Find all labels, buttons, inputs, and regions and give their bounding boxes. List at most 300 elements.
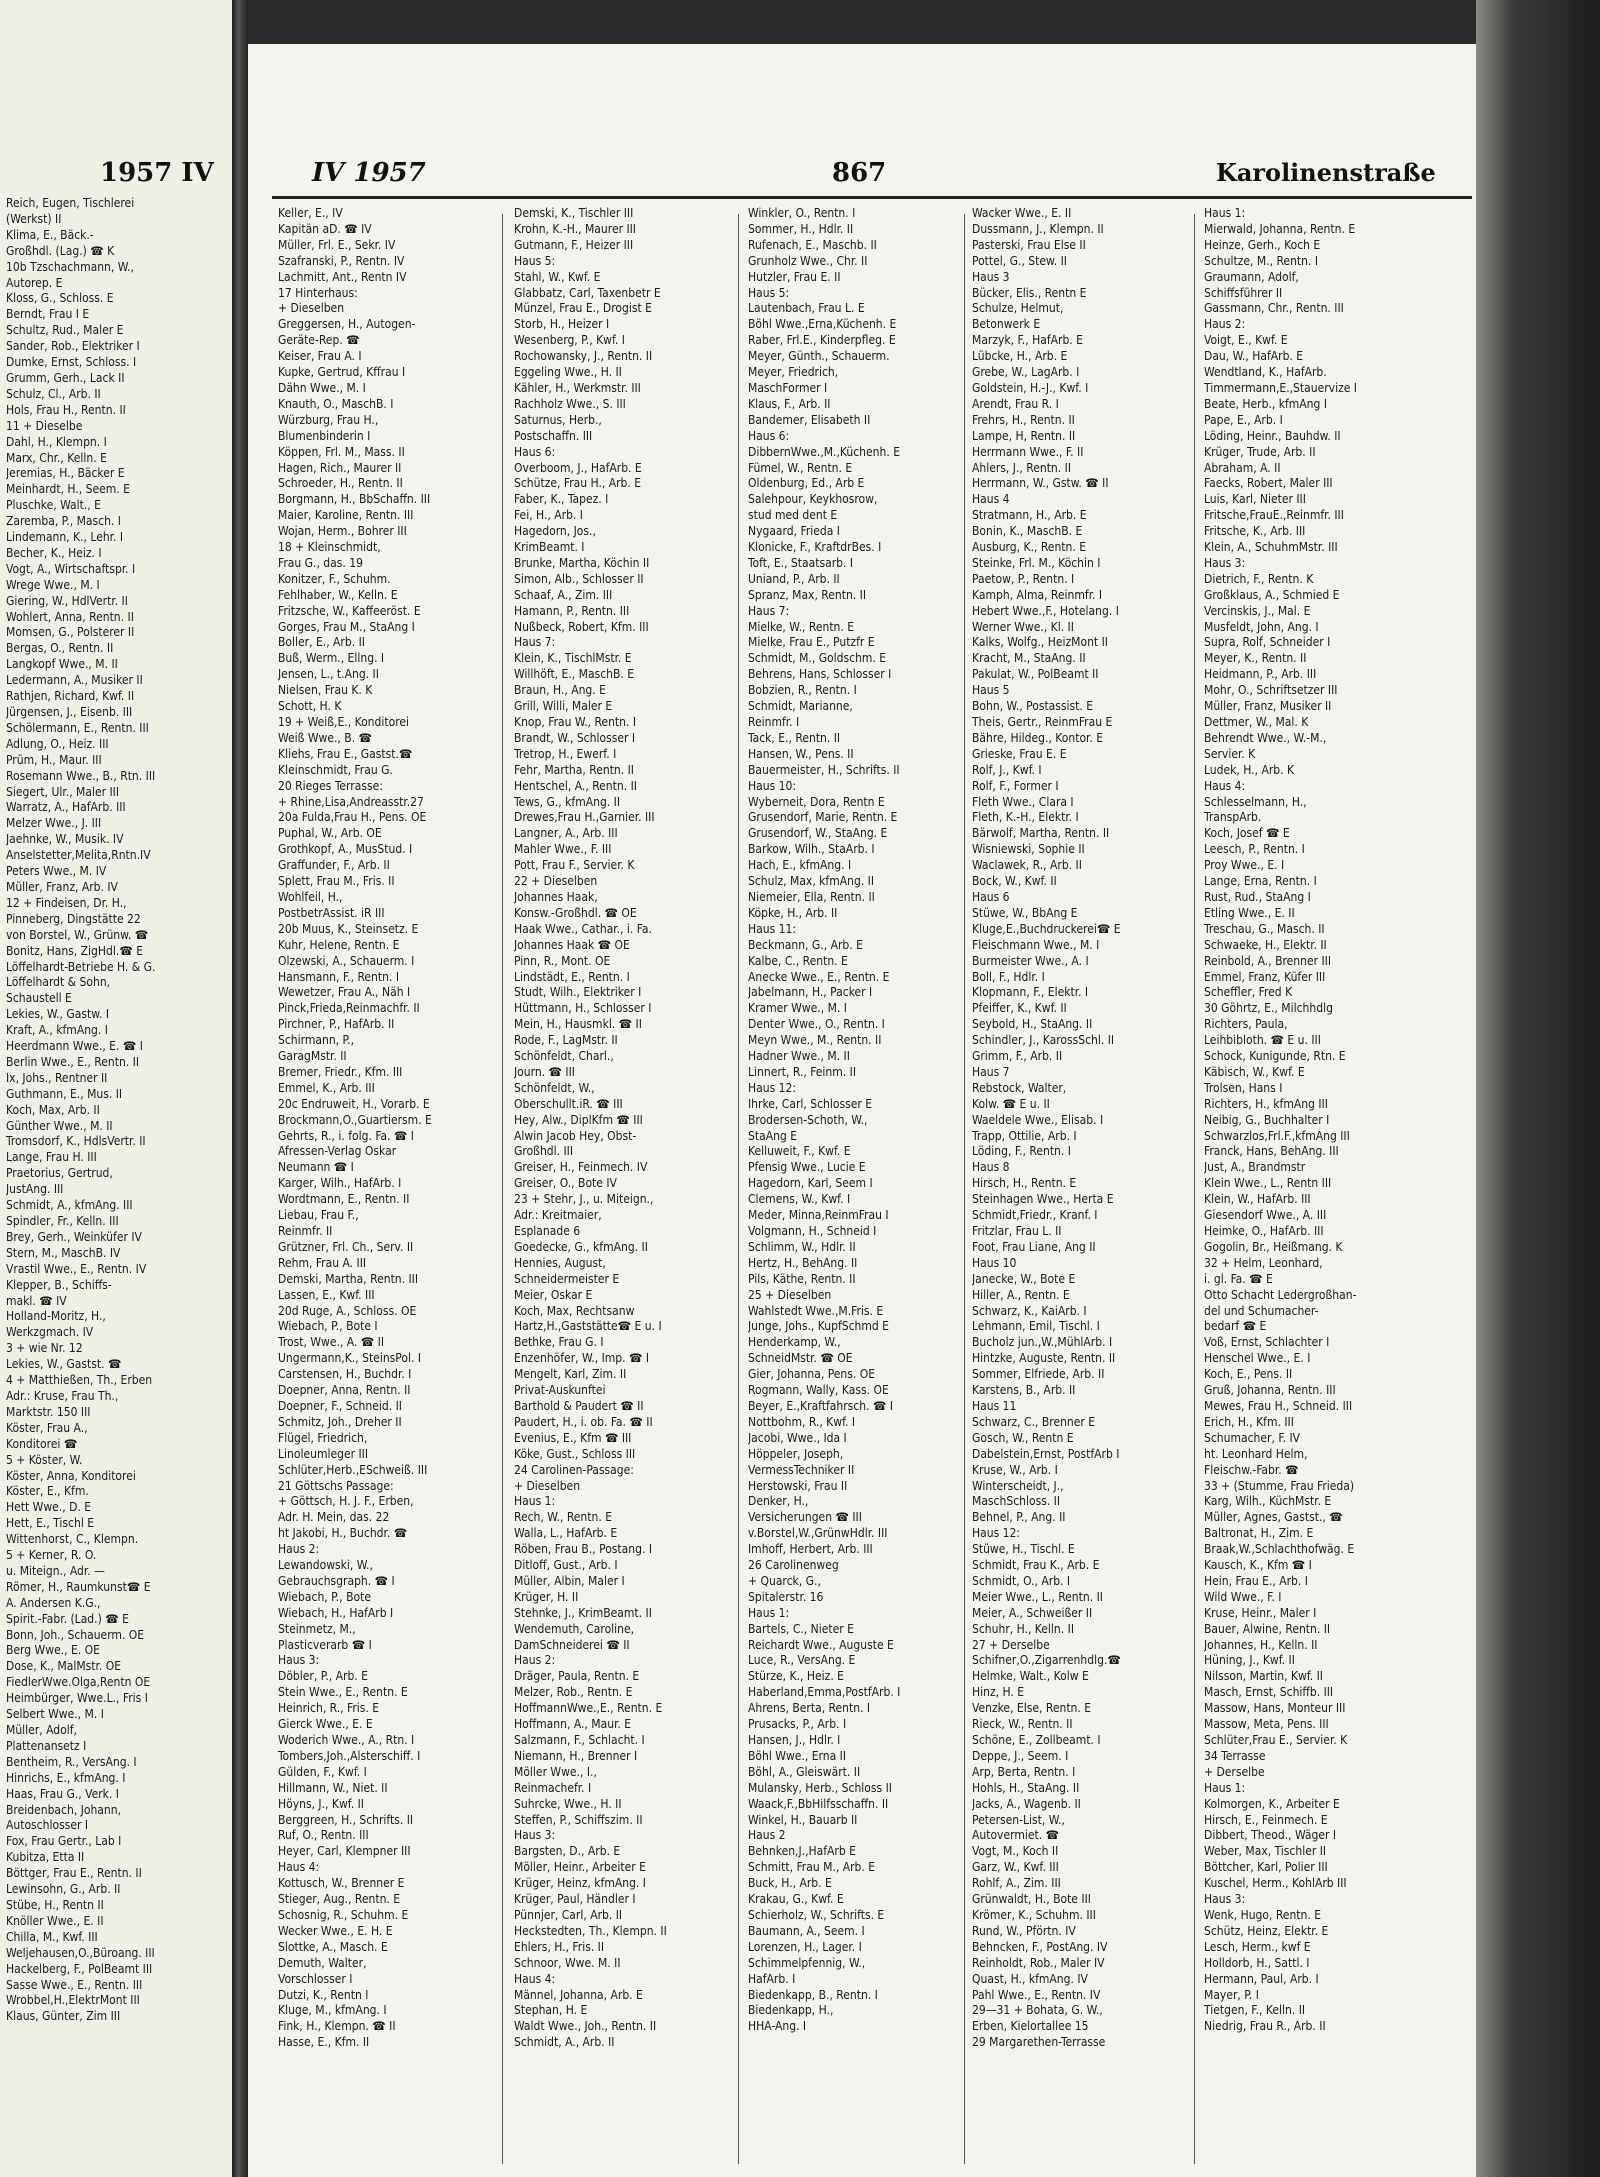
directory-entry: 33 + (Stumme, Frau Frieda)	[1204, 1478, 1355, 1493]
directory-entry: Demuth, Walter,	[278, 1955, 367, 1970]
directory-entry: Wenk, Hugo, Rentn. E	[1204, 1907, 1322, 1922]
directory-entry: Barkow, Wilh., StaArb. I	[748, 842, 875, 857]
directory-entry: Boll, F., Hdlr. I	[972, 969, 1045, 984]
directory-entry: Müller, Agnes, Gastst., ☎	[1204, 1510, 1343, 1525]
directory-entry: Römer, H., Raumkunst☎ E	[6, 1579, 151, 1594]
directory-entry: Karg, Wilh., KüchMstr. E	[1204, 1494, 1332, 1509]
directory-entry: Lampe, H, Rentn. II	[972, 428, 1076, 443]
directory-entry: Fritsche, K., Arb. III	[1204, 524, 1306, 539]
directory-entry: Frehrs, H., Rentn. II	[972, 412, 1075, 427]
directory-entry: Haus 5	[972, 683, 1010, 698]
directory-entry: Haus 5:	[514, 253, 556, 268]
directory-entry: Kupke, Gertrud, Kffrau I	[278, 365, 406, 380]
directory-entry: Ihrke, Carl, Schlosser E	[748, 1096, 873, 1111]
directory-entry: TranspArb.	[1204, 810, 1262, 825]
directory-entry: Raber, Frl.E., Kinderpfleg. E	[748, 333, 896, 348]
directory-entry: Schlimm, W., Hdlr. II	[748, 1239, 856, 1254]
directory-entry: FiedlerWwe.Olga,Rentn OE	[6, 1675, 151, 1690]
directory-entry: Kapitän aD. ☎ IV	[278, 221, 372, 236]
directory-entry: Beate, Herb., kfmAng I	[1204, 396, 1327, 411]
directory-entry: Meyer, Günth., Schauerm.	[748, 349, 890, 364]
directory-entry: Köke, Gust., Schloss III	[514, 1446, 636, 1461]
directory-entry: Arp, Berta, Rentn. I	[972, 1764, 1076, 1779]
directory-entry: Rohlf, A., Zim. III	[972, 1876, 1061, 1891]
directory-entry: Jacobi, Wwe., Ida I	[748, 1430, 847, 1445]
directory-entry: Heyer, Carl, Klempner III	[278, 1844, 411, 1859]
directory-entry: Rode, F., LagMstr. II	[514, 1033, 618, 1048]
directory-entry: Musfeldt, John, Ang. I	[1204, 619, 1319, 634]
directory-entry: Hutzler, Frau E. II	[748, 269, 841, 284]
directory-entry: Dettmer, W., Mal. K	[1204, 715, 1309, 729]
directory-entry: Theis, Gertr., ReinmFrau E	[972, 715, 1113, 729]
directory-entry: Postschaffn. III	[514, 428, 593, 443]
directory-entry: Rust, Rud., StaAng I	[1204, 889, 1311, 904]
directory-entry: MaschSchloss. II	[972, 1494, 1061, 1509]
directory-entry: Beckmann, G., Arb. E	[748, 937, 863, 952]
directory-entry: + Quarck, G.,	[748, 1573, 821, 1588]
directory-entry: Schwarz, K., KaiArb. I	[972, 1303, 1087, 1318]
directory-entry: Wacker Wwe., E. II	[972, 206, 1072, 220]
directory-entry: Linoleumleger III	[278, 1446, 369, 1461]
directory-entry: Schierholz, W., Schrifts. E	[748, 1907, 885, 1922]
directory-entry: Hillmann, W., Niet. II	[278, 1780, 388, 1795]
directory-entry: Olzewski, A., Schauerm. I	[278, 953, 415, 968]
directory-entry: Bobzien, R., Rentn. I	[748, 683, 857, 698]
directory-entry: Rech, W., Rentn. E	[514, 1510, 613, 1525]
directory-entry: Schock, Kunigunde, Rtn. E	[1204, 1049, 1346, 1064]
directory-entry: Schölermann, E., Rentn. III	[6, 720, 149, 735]
directory-entry: Schmidt, Frau K., Arb. E	[972, 1558, 1100, 1573]
directory-entry: Hols, Frau H., Rentn. II	[6, 402, 126, 417]
directory-entry: Heinrich, R., Fris. E	[278, 1701, 380, 1716]
directory-entry: Konsw.-Großhdl. ☎ OE	[514, 905, 637, 920]
directory-entry: Ehlers, H., Fris. II	[514, 1939, 605, 1954]
directory-entry: Johannes Haak,	[514, 889, 598, 904]
directory-entry: Willhöft, E., MaschB. E	[514, 667, 635, 682]
directory-entry: Löding, F., Rentn. I	[972, 1144, 1071, 1159]
directory-entry: Dose, K., MalMstr. OE	[6, 1659, 122, 1674]
directory-entry: Schulze, Helmut,	[972, 301, 1064, 316]
directory-entry: Schuhr, H., Kelln. II	[972, 1621, 1074, 1636]
directory-entry: Mahler Wwe., F. III	[514, 842, 612, 857]
directory-entry: Kraft, A., kfmAng. I	[6, 1023, 108, 1038]
directory-entry: 4 + Matthießen, Th., Erben	[6, 1373, 153, 1388]
directory-entry: 20d Ruge, A., Schloss. OE	[278, 1303, 417, 1318]
column-divider	[1194, 214, 1195, 2164]
directory-entry: Buck, H., Arb. E	[748, 1876, 832, 1891]
directory-entry: Pluschke, Walt., E	[6, 498, 101, 513]
directory-entry: Rieck, W., Rentn. II	[972, 1717, 1073, 1732]
directory-entry: Leihbibloth. ☎ E u. III	[1204, 1033, 1321, 1048]
directory-entry: Helmke, Walt., Kolw E	[972, 1669, 1089, 1684]
directory-entry: Volgmann, H., Schneid I	[748, 1224, 877, 1238]
directory-entry: Johannes, H., Kelln. II	[1204, 1637, 1318, 1652]
directory-entry: Klaus, Günter, Zim III	[6, 2009, 121, 2024]
directory-entry: Reichardt Wwe., Auguste E	[748, 1637, 894, 1652]
directory-entry: Haus 10:	[748, 778, 797, 793]
directory-entry: Fleth, K.-H., Elektr. I	[972, 810, 1079, 825]
directory-entry: 11 + Dieselbe	[6, 418, 83, 433]
directory-entry: Schmitz, Joh., Dreher II	[278, 1414, 402, 1429]
directory-entry: Heckstedten, Th., Klempn. II	[514, 1923, 667, 1938]
directory-entry: von Borstel, W., Grünw. ☎	[6, 927, 149, 942]
directory-entry: Vrastil Wwe., E., Rentn. IV	[6, 1261, 147, 1276]
directory-entry: Kluge,E.,Buchdruckerei☎ E	[972, 921, 1121, 936]
directory-entry: Weljehausen,O.,Büroang. III	[6, 1945, 155, 1960]
directory-entry: Kamph, Alma, Reinmfr. I	[972, 587, 1103, 602]
directory-entry: Niedrig, Frau R., Arb. II	[1204, 2019, 1326, 2034]
directory-entry: Haus 3:	[278, 1653, 320, 1668]
directory-entry: Fümel, W., Rentn. E	[748, 460, 853, 475]
directory-entry: Plattenansetz I	[6, 1738, 87, 1753]
directory-entry: Böhl, A., Gleiswärt. II	[748, 1764, 861, 1779]
directory-entry: Lesch, Herm., kwf E	[1204, 1939, 1311, 1954]
directory-entry: Marx, Chr., Kelln. E	[6, 450, 107, 465]
directory-entry: Meyer, K., Rentn. II	[1204, 651, 1307, 666]
directory-entry: Schönfeldt, W.,	[514, 1080, 595, 1095]
column-divider	[738, 214, 739, 2164]
directory-entry: Proy Wwe., E. I	[1204, 858, 1285, 873]
directory-entry: 20b Muus, K., Steinsetz. E	[278, 921, 419, 936]
directory-entry: Alwin Jacob Hey, Obst-	[514, 1128, 637, 1143]
directory-column-4	[972, 206, 1184, 2051]
directory-entry: Paetow, P., Rentn. I	[972, 571, 1075, 586]
directory-entry: Lehmann, Emil, Tischl. I	[972, 1319, 1100, 1334]
directory-entry: Tietgen, F., Kelln. II	[1204, 2003, 1306, 2018]
directory-entry: Haus 8	[972, 1160, 1010, 1175]
directory-entry: Garz, W., Kwf. III	[972, 1860, 1059, 1875]
directory-entry: Ahrens, Berta, Rentn. I	[748, 1701, 871, 1716]
directory-entry: Hey, Alw., DiplKfm ☎ III	[514, 1112, 643, 1127]
directory-entry: 34 Terrasse	[1204, 1748, 1266, 1763]
directory-entry: Erich, H., Kfm. III	[1204, 1414, 1294, 1429]
directory-entry: Haus 7:	[748, 603, 790, 618]
directory-entry: Baltronat, H., Zim. E	[1204, 1526, 1314, 1541]
directory-entry: Behrens, Hans, Schlosser I	[748, 667, 892, 682]
directory-entry: A. Andersen K.G.,	[6, 1595, 101, 1610]
directory-entry: Seybold, H., StaAng. II	[972, 1017, 1093, 1032]
directory-entry: JustAng. III	[6, 1182, 64, 1197]
directory-entry: Carstensen, H., Buchdr. I	[278, 1367, 412, 1382]
directory-entry: Schnoor, Wwe. M. II	[514, 1955, 621, 1970]
directory-column-2	[514, 206, 726, 2051]
directory-entry: Wild Wwe., F. I	[1204, 1589, 1282, 1604]
directory-entry: Becher, K., Heiz. I	[6, 545, 102, 560]
directory-entry: Behncken, F., PostAng. IV	[972, 1939, 1108, 1954]
directory-entry: Knop, Frau W., Rentn. I	[514, 715, 637, 729]
directory-entry: Haus 4:	[514, 1971, 556, 1986]
directory-entry: Dutzi, K., Rentn I	[278, 1987, 369, 2002]
directory-entry: Woderich Wwe., A., Rtn. I	[278, 1733, 415, 1747]
directory-entry: Fei, H., Arb. I	[514, 508, 583, 523]
directory-entry: Privat-Auskunftei	[514, 1383, 606, 1398]
directory-entry: Rogmann, Wally, Kass. OE	[748, 1383, 889, 1398]
directory-entry: Clemens, W., Kwf. I	[748, 1192, 851, 1207]
directory-entry: Köppen, Frl. M., Mass. II	[278, 444, 405, 459]
directory-entry: Niemann, H., Brenner I	[514, 1748, 638, 1763]
directory-entry: Lindstädt, E., Rentn. I	[514, 969, 630, 984]
directory-entry: Döbler, P., Arb. E	[278, 1669, 368, 1684]
directory-entry: DamSchneiderei ☎ II	[514, 1637, 630, 1652]
directory-entry: Bandemer, Elisabeth II	[748, 412, 871, 427]
directory-entry: Ruf, O., Rentn. III	[278, 1828, 369, 1843]
directory-entry: Marktstr. 150 III	[6, 1404, 91, 1419]
directory-entry: Schirmann, P.,	[278, 1033, 355, 1048]
directory-entry: Brunke, Martha, Köchin II	[514, 555, 650, 570]
directory-entry: Overboom, J., HafArb. E	[514, 460, 642, 475]
directory-entry: Wahlstedt Wwe.,M.Fris. E	[748, 1303, 884, 1318]
directory-entry: Denker, H.,	[748, 1494, 809, 1509]
directory-entry: Berndt, Frau I E	[6, 307, 90, 322]
directory-entry: Ungermann,K., SteinsPol. I	[278, 1351, 422, 1366]
directory-entry: Venzke, Else, Rentn. E	[972, 1701, 1092, 1716]
directory-entry: Fehlhaber, W., Kelln. E	[278, 587, 398, 602]
directory-entry: 26 Carolinenweg	[748, 1558, 839, 1573]
directory-entry: Sommer, H., Hdlr. II	[748, 221, 854, 236]
directory-entry: Wohlfeil, H.,	[278, 889, 343, 904]
directory-entry: Bonn, Joh., Schauerm. OE	[6, 1627, 145, 1642]
directory-entry: Fleth Wwe., Clara I	[972, 794, 1074, 809]
directory-entry: Haus 1:	[514, 1494, 556, 1509]
directory-entry: Stüwe, H., Tischl. E	[972, 1542, 1075, 1557]
directory-entry: Hennies, August,	[514, 1255, 606, 1270]
directory-entry: Schlüter,Herb.,ESchweiß. III	[278, 1462, 428, 1477]
directory-entry: Meder, Minna,ReinmFrau I	[748, 1208, 889, 1223]
directory-entry: Kelluweit, F., Kwf. E	[748, 1144, 851, 1159]
directory-entry: Spranz, Max, Rentn. II	[748, 587, 867, 602]
directory-entry: Burmeister Wwe., A. I	[972, 953, 1089, 968]
directory-entry: Braun, H., Ang. E	[514, 683, 606, 698]
directory-entry: Warratz, A., HafArb. III	[6, 800, 126, 815]
directory-entry: 32 + Helm, Leonhard,	[1204, 1255, 1323, 1270]
directory-entry: Beyer, E.,Kraftfahrsch. ☎ I	[748, 1398, 894, 1413]
directory-entry: 10b Tzschachmann, W.,	[6, 259, 134, 274]
directory-entry: Rufenach, E., Maschb. II	[748, 237, 877, 252]
directory-entry: Dau, W., HafArb. E	[1204, 349, 1304, 364]
directory-entry: Slottke, A., Masch. E	[278, 1939, 388, 1954]
directory-entry: Schifner,O.,Zigarrenhdlg.☎	[972, 1653, 1121, 1668]
directory-entry: Klein, W., HafArb. III	[1204, 1192, 1311, 1207]
directory-entry: Stübe, H., Rentn II	[6, 1897, 104, 1912]
directory-entry: Kausch, K., Kfm ☎ I	[1204, 1558, 1312, 1573]
directory-entry: Haus 2:	[514, 1653, 556, 1668]
directory-entry: Hett, E., Tischl E	[6, 1516, 95, 1531]
directory-entry: Nußbeck, Robert, Kfm. III	[514, 619, 649, 634]
directory-entry: Hinz, H. E	[972, 1685, 1025, 1700]
directory-entry: Adr.: Kreitmaier,	[514, 1208, 602, 1223]
directory-entry: Pasterski, Frau Else II	[972, 237, 1086, 252]
directory-entry: Klopmann, F., Elektr. I	[972, 985, 1089, 1000]
directory-entry: Rehm, Frau A. III	[278, 1255, 367, 1270]
directory-entry: Ix, Johs., Rentner II	[6, 1070, 108, 1085]
directory-entry: Doepner, Anna, Rentn. II	[278, 1383, 411, 1398]
directory-entry: Behnel, P., Ang. II	[972, 1510, 1066, 1525]
directory-entry: Petersen-List, W.,	[972, 1812, 1065, 1827]
directory-entry: Dibbert, Theod., Wäger I	[1204, 1828, 1337, 1843]
directory-entry: Henschel Wwe., E. I	[1204, 1351, 1311, 1366]
directory-entry: Haus 10	[972, 1255, 1017, 1270]
directory-entry: Klein Wwe., L., Rentn III	[1204, 1176, 1332, 1191]
directory-entry: Bock, W., Kwf. II	[972, 874, 1057, 889]
directory-entry: Jabelmann, H., Packer I	[748, 985, 873, 1000]
directory-entry: Brey, Gerh., Weinküfer IV	[6, 1229, 142, 1244]
directory-entry: 25 + Dieselben	[748, 1287, 832, 1302]
directory-entry: Hertz, H., BehAng. II	[748, 1255, 858, 1270]
directory-entry: Momsen, G., Polsterer II	[6, 625, 135, 640]
directory-entry: Gutmann, F., Heizer III	[514, 237, 634, 252]
directory-entry: Nilsson, Martin, Kwf. II	[1204, 1669, 1323, 1684]
directory-entry: Doepner, F., Schneid. II	[278, 1398, 402, 1413]
directory-entry: Klonicke, F., KraftdrBes. I	[748, 540, 882, 555]
directory-entry: Nygaard, Frieda I	[748, 524, 840, 539]
directory-entry: Walla, L., HafArb. E	[514, 1526, 618, 1541]
directory-entry: Hirsch, E., Feinmech. E	[1204, 1812, 1328, 1827]
directory-entry: Stehnke, J., KrimBeamt. II	[514, 1605, 652, 1620]
directory-entry: Haus 2	[748, 1828, 786, 1843]
directory-entry: Waack,F.,BbHilfsschaffn. II	[748, 1796, 889, 1811]
directory-entry: Haus 6	[972, 889, 1010, 904]
directory-entry: Hüttmann, H., Schlosser I	[514, 1001, 652, 1016]
directory-entry: Köster, Frau A.,	[6, 1420, 88, 1435]
directory-entry: Hansen, J., Hdlr. I	[748, 1733, 841, 1747]
directory-entry: Schumacher, F. IV	[1204, 1430, 1301, 1445]
directory-entry: Wiebach, P., Bote I	[278, 1319, 378, 1334]
left-page	[0, 0, 232, 2177]
directory-entry: Haak Wwe., Cathar., i. Fa.	[514, 921, 652, 936]
directory-entry: Langner, A., Arb. III	[514, 826, 618, 841]
directory-entry: Nielsen, Frau K. K	[278, 683, 373, 698]
directory-entry: Chilla, M., Kwf. III	[6, 1929, 98, 1944]
directory-entry: Klein, K., TischlMstr. E	[514, 651, 632, 666]
directory-entry: Peters Wwe., M. IV	[6, 864, 107, 879]
directory-entry: Hansmann, F., Rentn. I	[278, 969, 400, 984]
directory-entry: Haberland,Emma,PostfArb. I	[748, 1685, 901, 1700]
directory-entry: Bergas, O., Rentn. II	[6, 641, 114, 656]
directory-entry: Bartels, C., Nieter E	[748, 1621, 854, 1636]
directory-entry: Kloss, G., Schloss. E	[6, 291, 114, 306]
directory-entry: Koch, Josef ☎ E	[1204, 826, 1290, 841]
directory-entry: Würzburg, Frau H.,	[278, 412, 379, 427]
directory-entry: Linnert, R., Feinm. II	[748, 1064, 856, 1079]
page-number: 867	[832, 158, 887, 188]
directory-entry: Hinrichs, E., kfmAng. I	[6, 1770, 126, 1785]
directory-entry: Betonwerk E	[972, 317, 1041, 332]
directory-entry: Imhoff, Herbert, Arb. III	[748, 1542, 873, 1557]
directory-entry: Tromsdorf, K., HdlsVertr. II	[6, 1134, 146, 1149]
directory-entry: Wrobbel,H.,ElektrMont III	[6, 1993, 140, 2008]
directory-entry: HafArb. I	[748, 1971, 796, 1986]
directory-entry: Faber, K., Tapez. I	[514, 492, 609, 507]
directory-entry: Bethke, Frau G. I	[514, 1335, 604, 1350]
directory-entry: Afressen-Verlag Oskar	[278, 1144, 397, 1159]
directory-entry: Rolf, J., Kwf. I	[972, 762, 1042, 777]
directory-entry: Haus 4:	[278, 1860, 320, 1875]
directory-entry: Emmel, K., Arb. III	[278, 1080, 375, 1095]
directory-entry: Hohls, H., StaAng. II	[972, 1780, 1080, 1795]
directory-entry: Lautenbach, Frau L. E	[748, 301, 865, 316]
directory-entry: Löffelhardt-Betriebe H. & G.	[6, 959, 156, 974]
directory-entry: Schlüter,Frau E., Servier. K	[1204, 1733, 1348, 1747]
directory-entry: Trapp, Ottilie, Arb. I	[972, 1128, 1077, 1143]
directory-entry: Rolf, F., Former I	[972, 778, 1059, 793]
directory-entry: Splett, Frau M., Fris. II	[278, 874, 395, 889]
directory-entry: Dumke, Ernst, Schloss. I	[6, 355, 137, 370]
directory-entry: Schütz, Heinz, Elektr. E	[1204, 1923, 1329, 1938]
directory-entry: Stephan, H. E	[514, 2003, 588, 2018]
directory-entry: Jacks, A., Wagenb. II	[972, 1796, 1081, 1811]
directory-entry: Mielke, Frau E., Putzfr E	[748, 635, 875, 650]
directory-entry: Klaus, F., Arb. II	[748, 396, 831, 411]
directory-entry: Pils, Käthe, Rentn. II	[748, 1271, 856, 1286]
directory-entry: Schultz, Rud., Maler E	[6, 323, 124, 338]
directory-entry: Jürgensen, J., Eisenb. III	[6, 705, 133, 719]
directory-entry: Lindemann, K., Lehr. I	[6, 530, 124, 545]
directory-entry: Autoschlosser I	[6, 1818, 89, 1833]
directory-entry: Uniand, P., Arb. II	[748, 571, 840, 586]
directory-entry: Schulz, Cl., Arb. II	[6, 386, 101, 401]
directory-entry: Stern, M., MaschB. IV	[6, 1245, 121, 1260]
directory-entry: Trost, Wwe., A. ☎ II	[278, 1335, 385, 1350]
directory-entry: + Rhine,Lisa,Andreasstr.27	[278, 794, 424, 809]
directory-entry: Bohn, W., Postassist. E	[972, 699, 1094, 714]
directory-entry: Wecker Wwe., E. H. E	[278, 1923, 393, 1938]
directory-entry: Hein, Frau E., Arb. I	[1204, 1573, 1308, 1588]
directory-entry: Mein, H., Hausmkl. ☎ II	[514, 1017, 642, 1032]
directory-entry: Waeldele Wwe., Elisab. I	[972, 1112, 1104, 1127]
directory-entry: Haus 12:	[748, 1080, 797, 1095]
directory-entry: Fink, H., Klempn. ☎ II	[278, 2019, 396, 2034]
directory-entry: Haus 4	[972, 492, 1010, 507]
directory-entry: Nottbohm, R., Kwf. I	[748, 1414, 856, 1429]
directory-entry: Mierwald, Johanna, Rentn. E	[1204, 221, 1356, 236]
directory-entry: + Dieselben	[278, 301, 345, 316]
directory-entry: Koch, E., Pens. II	[1204, 1367, 1293, 1382]
directory-entry: Wrege Wwe., M. I	[6, 577, 100, 592]
directory-entry: v.Borstel,W.,GrünwHdlr. III	[748, 1526, 888, 1541]
directory-entry: Hagen, Rich., Maurer II	[278, 460, 402, 475]
directory-entry: Bremer, Friedr., Kfm. III	[278, 1064, 403, 1079]
directory-entry: Junge, Johs., KupfSchmd E	[748, 1319, 889, 1334]
directory-entry: Haus 6:	[514, 444, 556, 459]
directory-entry: Gehrts, R., i. folg. Fa. ☎ I	[278, 1128, 414, 1143]
directory-entry: Brodersen-Schoth, W.,	[748, 1112, 868, 1127]
directory-entry: Gruß, Johanna, Rentn. III	[1204, 1383, 1336, 1398]
directory-entry: 20 Rieges Terrasse:	[278, 778, 383, 793]
directory-entry: Guthmann, E., Mus. II	[6, 1086, 123, 1101]
directory-entry: Böhl Wwe., Erna II	[748, 1748, 847, 1763]
directory-entry: Lassen, E., Kwf. III	[278, 1287, 375, 1302]
directory-entry: 3 + wie Nr. 12	[6, 1341, 83, 1356]
column-divider	[964, 214, 965, 2164]
directory-entry: Wendemuth, Caroline,	[514, 1621, 635, 1636]
directory-entry: Johannes Haak ☎ OE	[514, 937, 630, 952]
directory-entry: Konitzer, F., Schuhm.	[278, 571, 391, 586]
directory-entry: Autorep. E	[6, 275, 63, 290]
directory-entry: Biedenkapp, B., Rentn. I	[748, 1987, 878, 2002]
directory-entry: Gassmann, Chr., Rentn. III	[1204, 301, 1344, 316]
directory-entry: Plasticverarb ☎ I	[278, 1637, 372, 1652]
directory-entry: Berlin Wwe., E., Rentn. II	[6, 1054, 140, 1069]
directory-entry: Heinze, Gerh., Koch E	[1204, 237, 1321, 252]
directory-entry: Fox, Frau Gertr., Lab I	[6, 1834, 122, 1849]
directory-entry: Lange, Frau H. III	[6, 1150, 97, 1165]
directory-entry: Gogolin, Br., Heißmang. K	[1204, 1239, 1343, 1254]
directory-entry: 20a Fulda,Frau H., Pens. OE	[278, 810, 427, 825]
directory-entry: Sommer, Elfriede, Arb. II	[972, 1367, 1105, 1382]
directory-entry: Schwarz, C., Brenner E	[972, 1414, 1096, 1429]
directory-entry: Meier Wwe., L., Rentn. II	[972, 1589, 1103, 1604]
directory-entry: Knauth, O., MaschB. I	[278, 396, 394, 411]
